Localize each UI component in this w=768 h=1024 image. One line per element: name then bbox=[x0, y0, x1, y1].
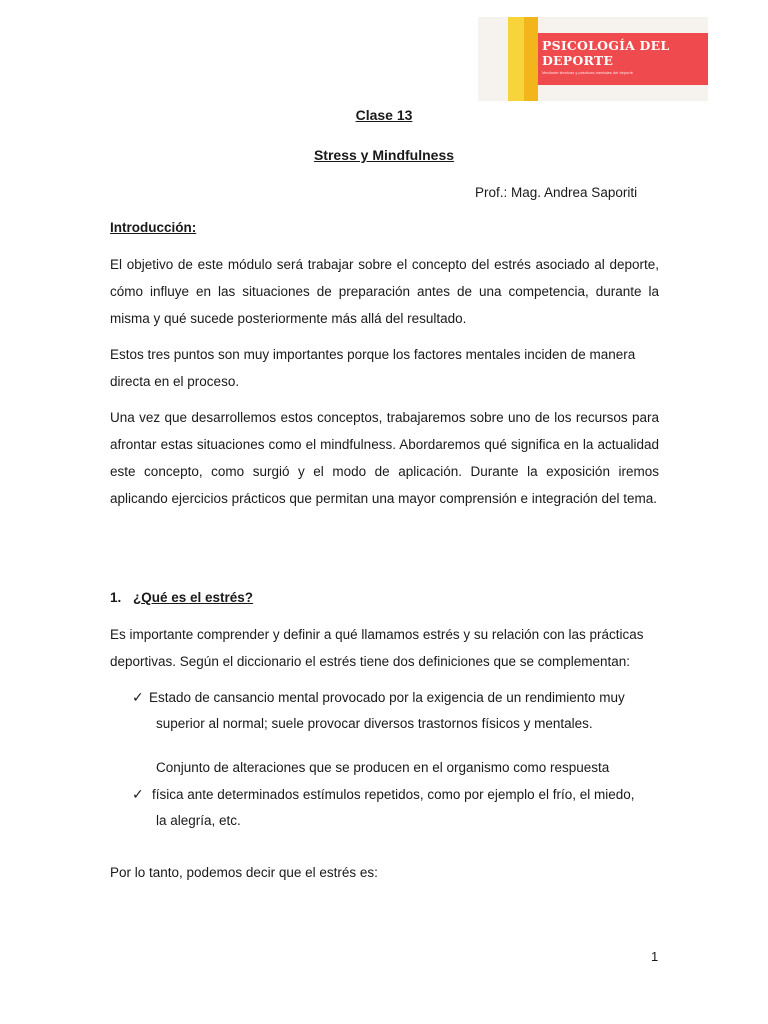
logo-subtitle: Mediante técnicas y prácticas mentales del deporte bbox=[542, 70, 633, 75]
checkmark-icon: ✓ bbox=[132, 786, 144, 802]
intro-paragraph-3: Una vez que desarrollemos estos conceptos, trabajaremos sobre uno de los recursos para afrontar estas situaciones como el mindfulness. Abordaremos qué significa en la actualidad este concepto, como surgió y el modo de aplicación. Durante la exposición iremos aplicando ejercicios prácticos que permitan una mayor comprensión e integración del tema. bbox=[110, 410, 659, 506]
bullet-1-line-1: Estado de cansancio mental provocado por la exigencia de un rendimiento muy bbox=[149, 690, 625, 705]
intro-paragraph-2: Estos tres puntos son muy importantes porque los factores mentales inciden de manera directa en el proceso. bbox=[110, 347, 636, 389]
psicologia-del-deporte-logo bbox=[478, 17, 708, 101]
intro-heading: Introducción: bbox=[110, 220, 197, 235]
closing-sentence: Por lo tanto, podemos decir que el estrés es: bbox=[110, 865, 378, 880]
professor-line: Prof.: Mag. Andrea Saporiti bbox=[475, 185, 638, 200]
checkmark-icon: ✓ bbox=[132, 689, 144, 705]
logo-gold-stripe bbox=[524, 17, 538, 101]
section-1-number: 1. bbox=[110, 590, 122, 605]
logo-title-line2: DEPORTE bbox=[542, 53, 614, 68]
bullet-2-line-2: física ante determinados estímulos repetidos, como por ejemplo el frío, el miedo, bbox=[152, 787, 635, 802]
bullet-2-line-1: Conjunto de alteraciones que se producen en el organismo como respuesta bbox=[156, 760, 610, 775]
bullet-1-line-2: superior al normal; suele provocar diversos trastornos físicos y mentales. bbox=[156, 716, 593, 731]
class-title: Clase 13 bbox=[355, 107, 413, 123]
page-number: 1 bbox=[651, 949, 659, 964]
topic-title: Stress y Mindfulness bbox=[313, 147, 455, 163]
section-1-paragraph: Es importante comprender y definir a qué llamamos estrés y su relación con las prácticas deportivas. Según el diccionario el estrés tiene dos definiciones que se complementan: bbox=[110, 627, 644, 669]
logo-title bbox=[542, 38, 702, 68]
logo-title-line1: PSICOLOGÍA DEL bbox=[542, 38, 670, 53]
bullet-2-line-3: la alegría, etc. bbox=[156, 813, 241, 828]
intro-paragraph-1: El objetivo de este módulo será trabajar sobre el concepto del estrés asociado al deporte, cómo influye en las situaciones de preparación antes de una competencia, durante la misma y qué sucede posteriormente más allá del resultado. bbox=[110, 257, 659, 326]
section-1-heading: ¿Qué es el estrés? bbox=[133, 590, 254, 605]
logo-yellow-stripe bbox=[508, 17, 524, 101]
